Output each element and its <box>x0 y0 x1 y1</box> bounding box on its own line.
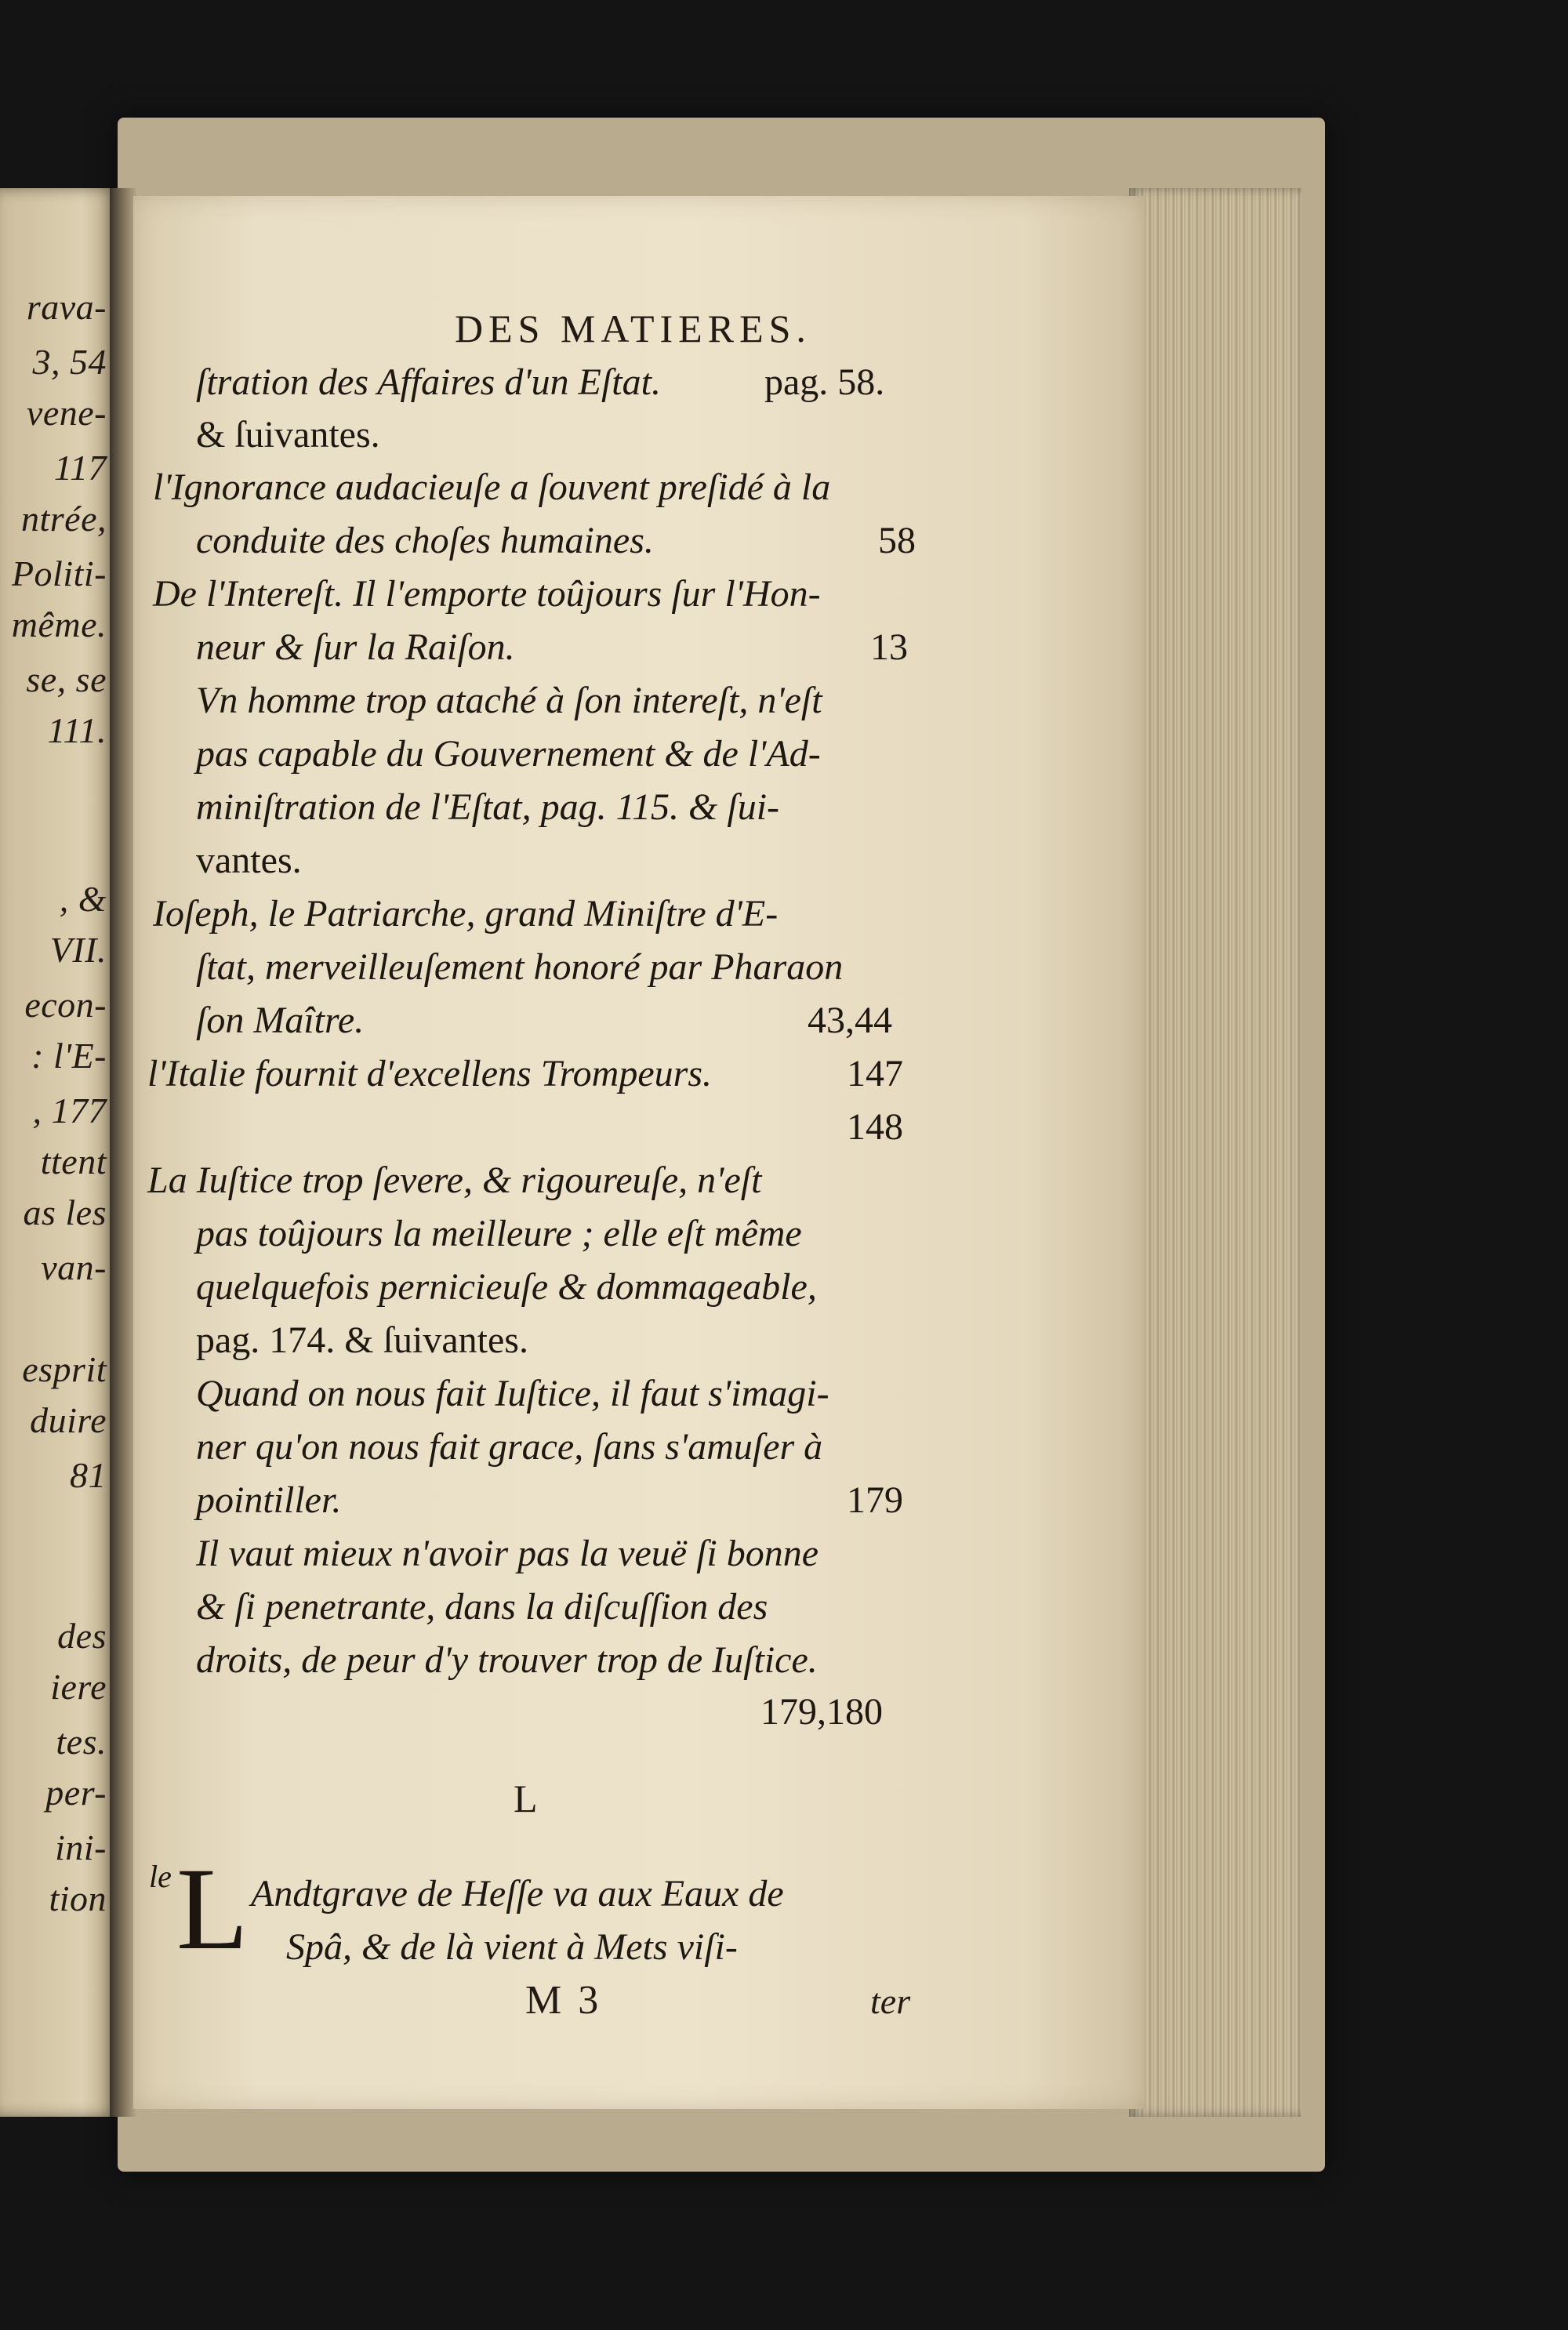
entry-line: De l'Intereſt. Il l'emporte toûjours ſur l'Hon- <box>153 573 821 615</box>
left-fragment: iere <box>50 1667 107 1707</box>
index-page <box>133 196 1145 2109</box>
entry-line: ner qu'on nous fait grace, ſans s'amuſer à <box>196 1426 823 1468</box>
entry-line: droits, de peur d'y trouver trop de Iuſtice. <box>196 1639 818 1681</box>
entry-line: ſtration des Affaires d'un Eſtat. <box>196 361 661 403</box>
left-fragment: 117 <box>53 448 107 488</box>
entry-line: Il vaut mieux n'avoir pas la veuë ſi bonne <box>196 1533 819 1574</box>
left-fragment: rava- <box>26 287 107 327</box>
left-fragment: esprit <box>22 1349 107 1389</box>
entry-line: Ioſeph, le Patriarche, grand Miniſtre d'E- <box>153 893 779 935</box>
entry-page: 148 <box>847 1106 903 1148</box>
entry-page: 179,180 <box>760 1691 883 1733</box>
dropcap-prefix: le <box>149 1859 172 1894</box>
entry-page: 58 <box>878 520 916 561</box>
section-heading: L <box>514 1777 538 1820</box>
left-fragment: des <box>57 1616 107 1656</box>
entry-line: conduite des choſes humaines. <box>196 520 654 561</box>
entry-page: 147 <box>847 1053 903 1094</box>
entry-line: ſon Maître. <box>196 1000 365 1041</box>
left-fragment: VII. <box>49 930 107 970</box>
left-fragment: , 177 <box>32 1091 107 1131</box>
entry-line: l'Ignorance audacieuſe a ſouvent preſidé à la <box>153 466 831 508</box>
entry-page: 43,44 <box>808 1000 892 1041</box>
entry-line: ſtat, merveilleuſement honoré par Pharaon <box>196 946 844 988</box>
entry-line: Andtgrave de Heſſe va aux Eaux de <box>251 1873 784 1914</box>
left-fragment: tes. <box>56 1722 107 1762</box>
left-fragment: ntrée, <box>20 499 107 539</box>
left-fragment: , & <box>59 879 107 919</box>
left-fragment: econ- <box>24 985 107 1025</box>
left-fragment: même. <box>11 604 107 644</box>
left-fragment: per- <box>45 1773 107 1813</box>
left-fragment: vene- <box>26 393 107 433</box>
entry-page: 179 <box>847 1479 903 1521</box>
left-fragment: 111. <box>47 710 107 750</box>
left-fragment: 81 <box>70 1455 107 1495</box>
left-fragment: 3, 54 <box>32 342 107 382</box>
signature-mark: M 3 <box>525 1978 602 2023</box>
page-edges <box>1129 188 1301 2117</box>
entry-line: Spâ, & de là vient à Mets viſi- <box>286 1926 738 1968</box>
left-fragment: duire <box>30 1400 107 1440</box>
entry-line: pas capable du Gouvernement & de l'Ad- <box>196 733 821 775</box>
left-fragment: van- <box>41 1247 107 1287</box>
left-fragment: as les <box>23 1192 107 1232</box>
left-fragment: : l'E- <box>31 1036 107 1076</box>
drop-cap: L <box>176 1844 249 1974</box>
entry-line: & ſi penetrante, dans la diſcuſſion des <box>196 1586 768 1628</box>
entry-line: pas toûjours la meilleure ; elle eſt même <box>196 1213 802 1254</box>
book-gutter <box>110 188 136 2117</box>
left-fragment: tion <box>49 1878 107 1918</box>
entry-line: pag. 174. & ſuivantes. <box>196 1319 528 1361</box>
entry-line: pointiller. <box>196 1479 342 1521</box>
left-fragment: ttent <box>40 1141 107 1181</box>
left-fragment: se, se <box>26 659 107 699</box>
entry-line: Vn homme trop ataché à ſon intereſt, n'eſt <box>196 680 822 721</box>
entry-line: l'Italie fournit d'excellens Trompeurs. <box>147 1053 712 1094</box>
entry-line: La Iuſtice trop ſevere, & rigoureuſe, n'eſt <box>147 1160 762 1201</box>
entry-line: vantes. <box>196 840 302 881</box>
left-page-fragment <box>0 188 118 2117</box>
entry-page: 13 <box>870 626 908 668</box>
entry-line: miniſtration de l'Eſtat, pag. 115. & ſui- <box>196 786 780 828</box>
left-fragment: ini- <box>55 1827 107 1867</box>
left-fragment: Politi- <box>11 553 107 593</box>
catchword: ter <box>870 1981 911 2021</box>
entry-line: quelquefois pernicieuſe & dommageable, <box>196 1266 817 1308</box>
entry-line: neur & ſur la Raiſon. <box>196 626 515 668</box>
entry-line: Quand on nous fait Iuſtice, il faut s'imagi- <box>196 1373 829 1414</box>
entry-line: & ſuivantes. <box>196 414 380 455</box>
running-header: DES MATIERES. <box>455 307 811 350</box>
entry-page: pag. 58. <box>764 361 885 403</box>
